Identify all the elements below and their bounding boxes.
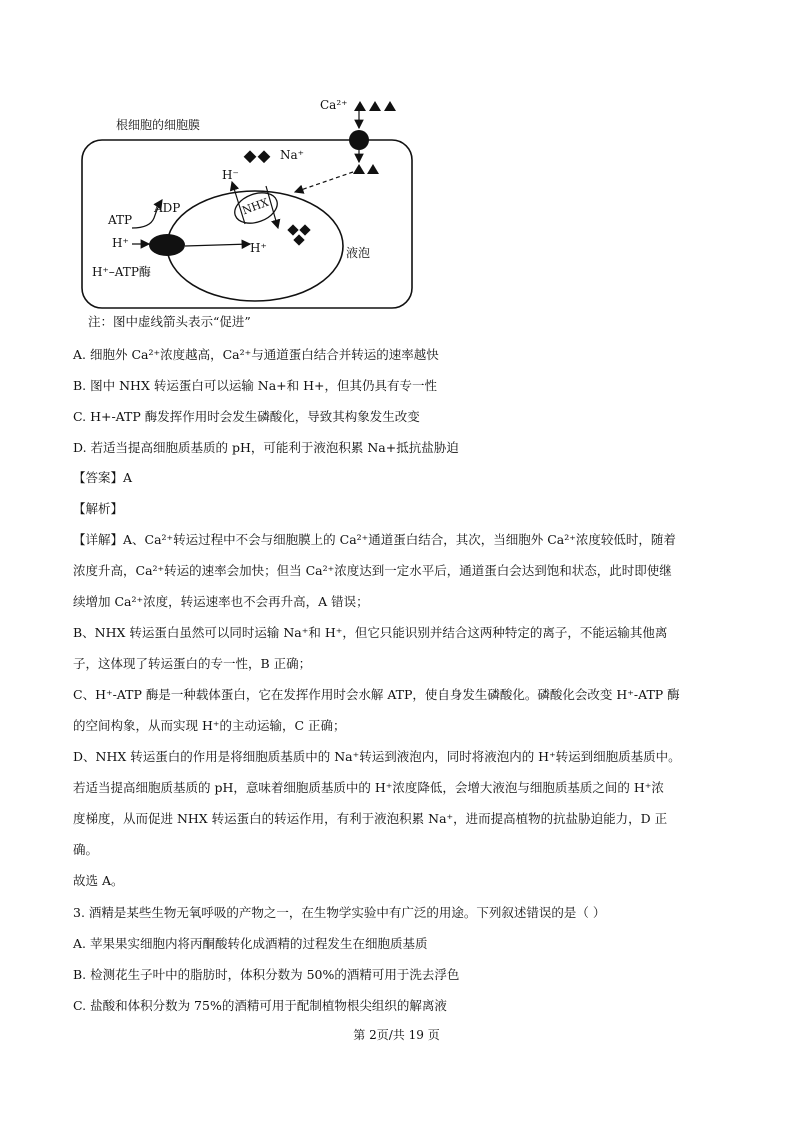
option-q3-b: B. 检测花生子叶中的脂肪时，体积分数为 50%的酒精可用于洗去浮色 [73, 967, 460, 982]
nhx-label: NHX [240, 195, 271, 218]
option-q2-d: D. 若适当提高细胞质基质的 pH，可能利于液泡积累 Na+抵抗盐胁迫 [73, 440, 459, 455]
vacuole-label: 液泡 [346, 246, 371, 260]
detail-line: 子，这体现了转运蛋白的专一性，B 正确； [73, 656, 312, 671]
h-atpase [149, 234, 185, 256]
ca-triangle [353, 164, 365, 174]
membrane-diagram [70, 88, 430, 338]
ca-triangle [384, 101, 396, 111]
conclusion: 故选 A。 [73, 873, 124, 888]
detail-line: 续增加 Ca²⁺浓度，转运速率也不会再升高，A 错误； [73, 594, 369, 609]
page-footer: 第 2页/共 19 页 [353, 1028, 440, 1042]
h-plus-vacuole-label: H⁺ [250, 241, 267, 255]
ca-label: Ca²⁺ [320, 98, 348, 112]
analysis-label: 【解析】 [73, 501, 124, 516]
ca-triangle [354, 101, 366, 111]
ca-triangle [369, 101, 381, 111]
figure-note: 注：图中虚线箭头表示“促进” [88, 314, 251, 329]
ca-triangle [367, 164, 379, 174]
answer: 【答案】A [73, 470, 133, 485]
enzyme-label: H⁺–ATP酶 [92, 265, 151, 279]
option-q3-a: A. 苹果果实细胞内将丙酮酸转化成酒精的过程发生在细胞质基质 [73, 936, 428, 951]
detail-line: 的空间构象，从而实现 H⁺的主动运输，C 正确； [73, 718, 346, 733]
detail-line: 浓度升高，Ca²⁺转运的速率会加快；但当 Ca²⁺浓度达到一定水平后，通道蛋白会达到饱和状态，此时即使继 [73, 563, 672, 578]
h-minus-label: H⁻ [222, 168, 239, 182]
atp-label: ATP [108, 213, 133, 227]
detail-line: 确。 [73, 842, 99, 857]
q3-stem: 3. 酒精是某些生物无氧呼吸的产物之一，在生物学实验中有广泛的用途。下列叙述错误的是（ ） [73, 905, 606, 920]
detail-line: B、NHX 转运蛋白虽然可以同时运输 Na⁺和 H⁺，但它只能识别并结合这两种特定的离子，不能运输其他离 [73, 625, 668, 640]
h-plus-left-label: H⁺ [112, 236, 129, 250]
option-q2-c: C. H+-ATP 酶发挥作用时会发生磷酸化，导致其构象发生改变 [73, 409, 420, 424]
ca-channel [349, 130, 369, 150]
na-label: Na⁺ [280, 148, 304, 162]
option-q2-a: A. 细胞外 Ca²⁺浓度越高，Ca²⁺与通道蛋白结合并转运的速率越快 [73, 347, 439, 362]
membrane-label: 根细胞的细胞膜 [116, 118, 201, 132]
detail-line: 若适当提高细胞质基质的 pH，意味着细胞质基质中的 H⁺浓度降低，会增大液泡与细胞质基质之间的 H⁺浓 [73, 780, 664, 795]
detail-line: 度梯度，从而促进 NHX 转运蛋白的转运作用，有利于液泡积累 Na⁺，进而提高植物的抗盐胁迫能力，D 正 [73, 811, 668, 826]
detail-line: C、H⁺-ATP 酶是一种载体蛋白，它在发挥作用时会水解 ATP，使自身发生磷酸化。磷酸化会改变 H⁺-ATP 酶 [73, 687, 680, 702]
adp-label: ADP [154, 201, 181, 215]
option-q2-b: B. 图中 NHX 转运蛋白可以运输 Na+和 H+，但其仍具有专一性 [73, 378, 438, 393]
option-q3-c: C. 盐酸和体积分数为 75%的酒精可用于配制植物根尖组织的解离液 [73, 998, 447, 1013]
detail-line: 【详解】A、Ca²⁺转运过程中不会与细胞膜上的 Ca²⁺通道蛋白结合，其次，当细胞外 Ca²⁺浓度较低时，随着 [73, 532, 676, 547]
detail-line: D、NHX 转运蛋白的作用是将细胞质基质中的 Na⁺转运到液泡内，同时将液泡内的 H⁺转运到细胞质基质中。 [73, 749, 681, 764]
